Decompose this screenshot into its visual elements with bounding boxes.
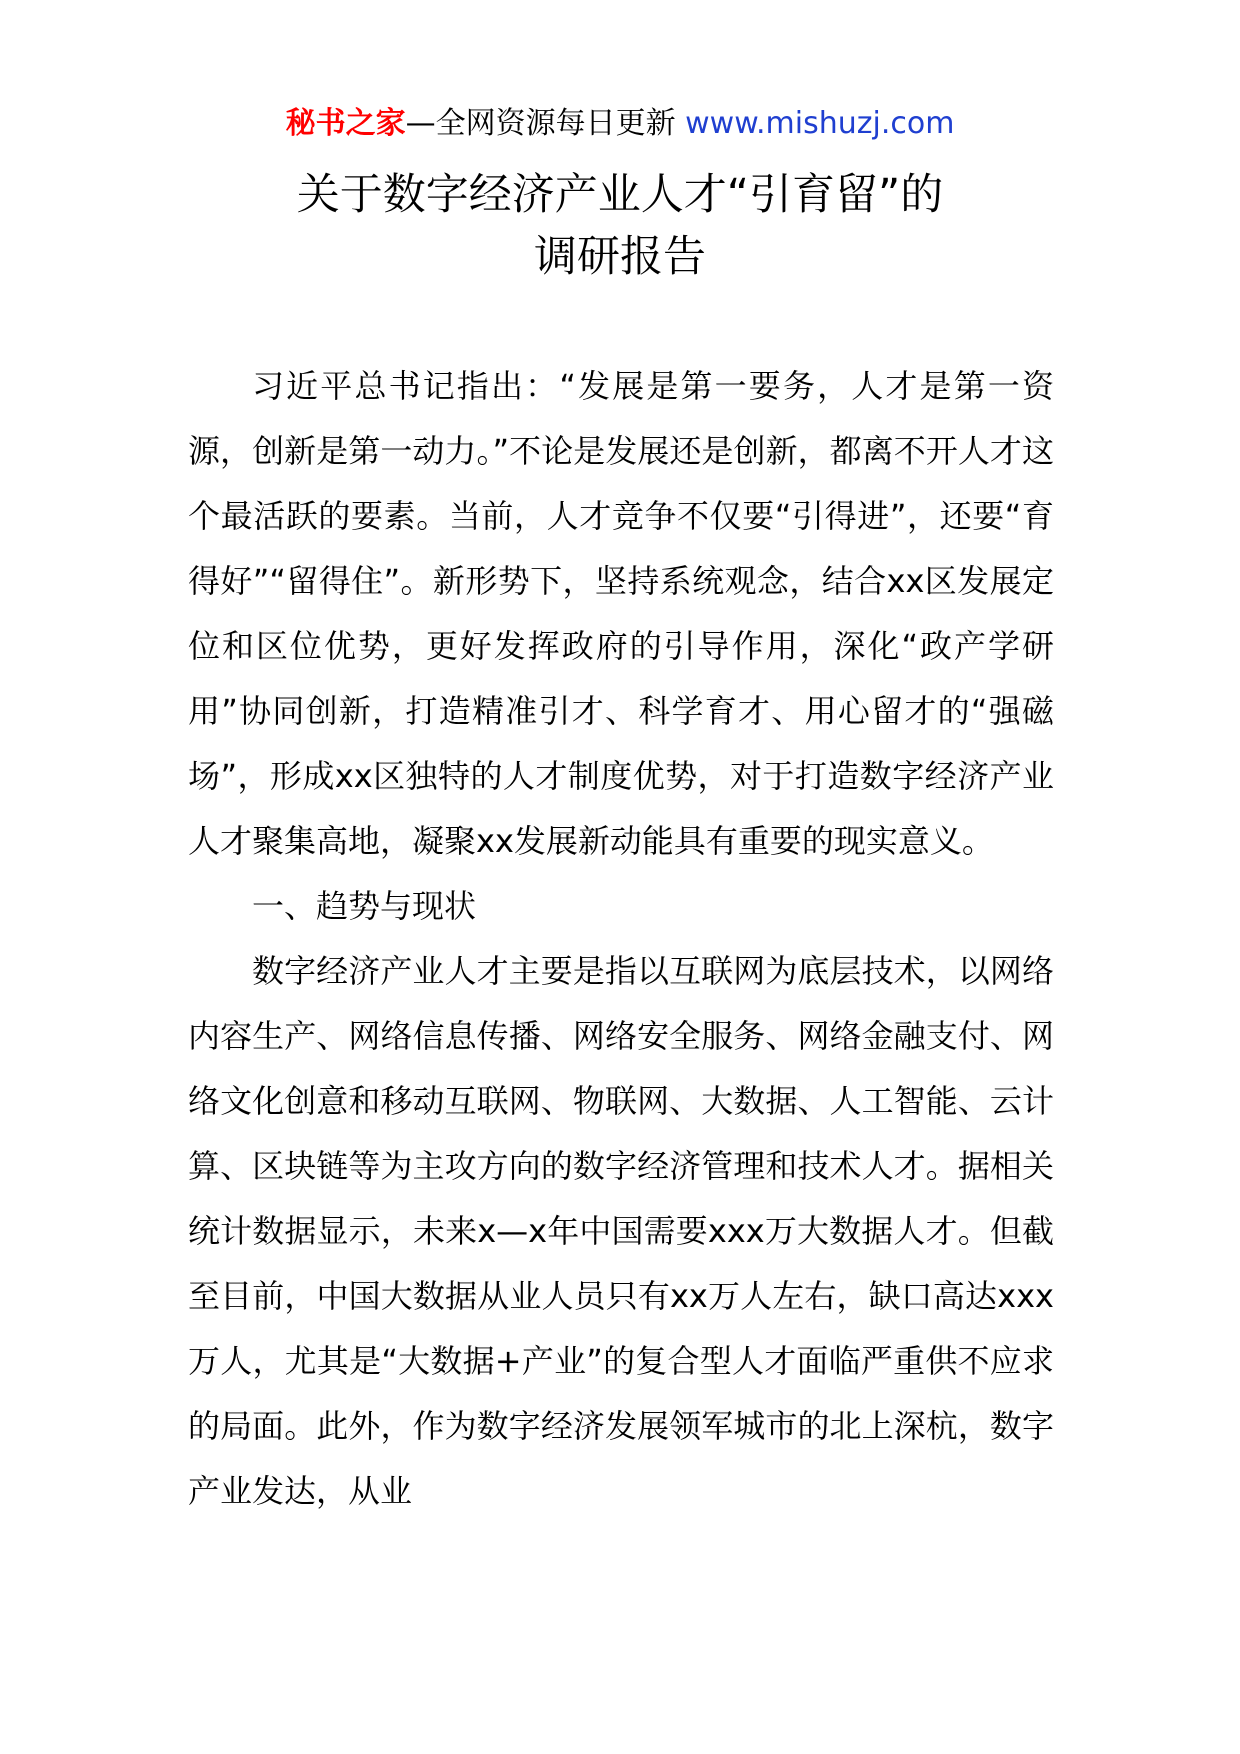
document-body bbox=[188, 354, 1054, 1524]
title-line-2: 调研报告 bbox=[534, 232, 706, 282]
title-line-1: 关于数字经济产业人才“引育留”的 bbox=[296, 170, 944, 220]
section-heading-trends: 一、趋势与现状 bbox=[252, 887, 477, 925]
site-header bbox=[0, 102, 1240, 146]
brand-name: 秘书之家 bbox=[285, 106, 406, 141]
document-title bbox=[0, 164, 1240, 288]
trends-paragraph: 数字经济产业人才主要是指以互联网为底层技术，以网络内容生产、网络信息传播、网络安全服务、网络金融支付、网络文化创意和移动互联网、物联网、大数据、人工智能、云计算、区块链等为主攻方向的数字经济管理和技术人才。据相关统计数据显示，未来x—x年中国需要xxx万大数据人才。但截至目前，中国大数据从业人员只有xx万人左右，缺口高达xxx万人，尤其是“大数据+产业”的复合型人才面临严重供不应求的局面。此外，作为数字经济发展领军城市的北上深杭，数字产业发达，从业 bbox=[188, 952, 1054, 1510]
site-url-link[interactable]: www.mishuzj.com bbox=[685, 106, 955, 141]
header-tagline: —全网资源每日更新 bbox=[405, 106, 676, 141]
intro-paragraph: 习近平总书记指出：“发展是第一要务，人才是第一资源，创新是第一动力。”不论是发展还是创新，都离不开人才这个最活跃的要素。当前，人才竞争不仅要“引得进”，还要“育得好”“留得住”。新形势下，坚持系统观念，结合xx区发展定位和区位优势，更好发挥政府的引导作用，深化“政产学研用”协同创新，打造精准引才、科学育才、用心留才的“强磁场”，形成xx区独特的人才制度优势，对于打造数字经济产业人才聚集高地，凝聚xx发展新动能具有重要的现实意义。 bbox=[188, 367, 1054, 860]
